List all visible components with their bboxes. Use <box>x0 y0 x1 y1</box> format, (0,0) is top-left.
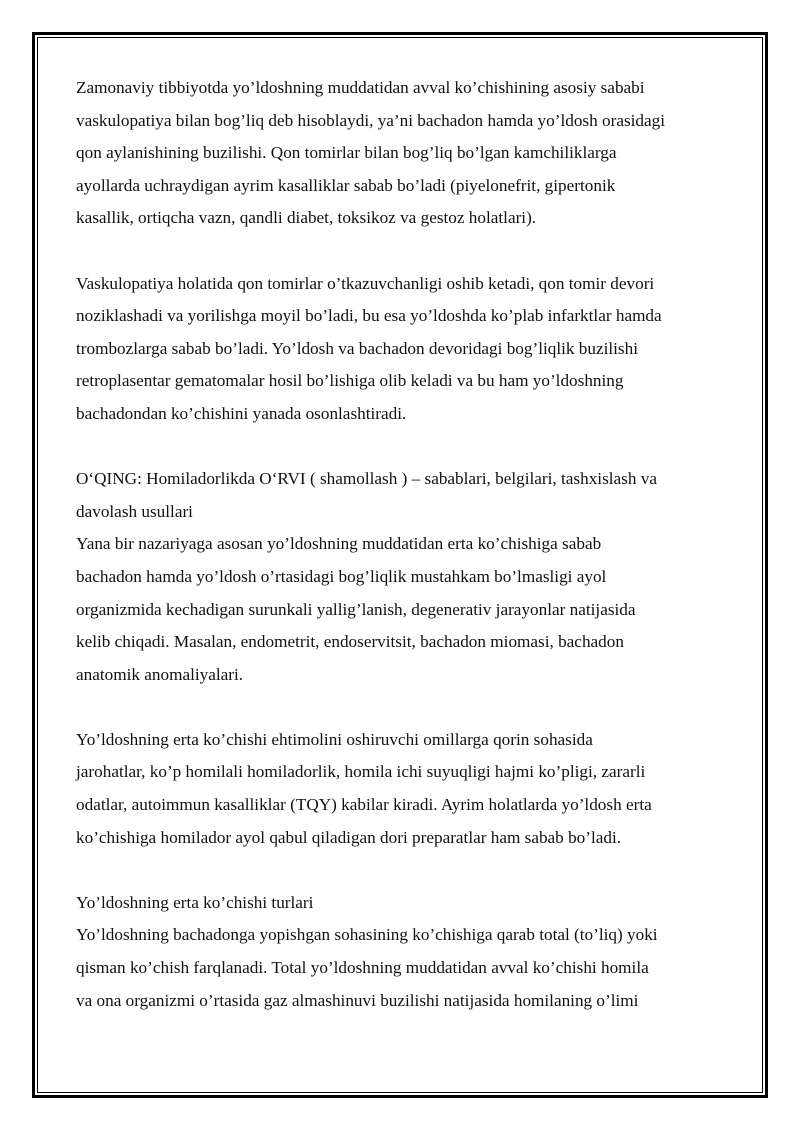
text-line: noziklashadi va yorilishga moyil bo’ladi, bu esa yo’ldoshda ko’plab infarktlar hamda <box>76 306 662 326</box>
paragraph-gap <box>76 854 732 887</box>
text-line: Zamonaviy tibbiyotda yo’ldoshning muddatidan avval ko’chishining asosiy sababi <box>76 78 645 97</box>
text-line: ayollarda uchraydigan ayrim kasalliklar sabab bo’ladi (piyelonefrit, gipertonik <box>76 175 616 195</box>
paragraph-types <box>76 919 732 1017</box>
text-line: bachadondan ko’chishini yanada osonlashtiradi. <box>76 403 407 423</box>
text-line: Vaskulopatiya holatida qon tomirlar o’tkazuvchanligi oshib ketadi, qon tomir devori <box>76 273 655 293</box>
paragraph-vasculopathy <box>76 268 732 431</box>
text-line[interactable]: O‘QING: Homiladorlikda O‘RVI ( shamollash ) – sabablari, belgilari, tashxislash va <box>76 469 657 489</box>
text-line: va ona organizmi o’rtasida gaz almashinuvi buzilishi natijasida homilaning o’limi <box>76 990 639 1010</box>
text-line: kasallik, ortiqcha vazn, qandli diabet, toksikoz va gestoz holatlari). <box>76 208 537 228</box>
text-line: anatomik anomaliyalari. <box>76 664 244 684</box>
text-line: vaskulopatiya bilan bog’liq deb hisoblaydi, ya’ni bachadon hamda yo’ldosh orasidagi <box>76 110 666 130</box>
text-line: Yana bir nazariyaga asosan yo’ldoshning muddatidan erta ko’chishiga sabab <box>76 534 602 554</box>
text-line: Yo’ldoshning bachadonga yopishgan sohasining ko’chishiga qarab total (to’liq) yoki <box>76 925 658 945</box>
text-line: Yo’ldoshning erta ko’chishi turlari <box>76 892 314 912</box>
section-heading <box>76 887 732 920</box>
text-line: qon aylanishining buzilishi. Qon tomirlar bilan bog’liq bo’lgan kamchiliklarga <box>76 143 617 163</box>
document-body <box>76 72 732 1017</box>
text-line: ko’chishiga homilador ayol qabul qiladigan dori preparatlar ham sabab bo’ladi. <box>76 827 622 847</box>
text-line: kelib chiqadi. Masalan, endometrit, endoservitsit, bachadon miomasi, bachadon <box>76 632 624 652</box>
paragraph-risk-factors <box>76 724 732 854</box>
text-line: organizmida kechadigan surunkali yallig’lanish, degenerativ jarayonlar natijasida <box>76 599 636 619</box>
paragraph-gap <box>76 431 732 464</box>
text-line: qisman ko’chish farqlanadi. Total yo’ldoshning muddatidan avval ko’chishi homila <box>76 958 649 978</box>
paragraph-placenta-causes <box>76 72 732 235</box>
text-line: odatlar, autoimmun kasalliklar (TQY) kabilar kiradi. Ayrim holatlarda yo’ldosh erta <box>76 795 652 815</box>
text-line: bachadon hamda yo’ldosh o’rtasidagi bog’liqlik mustahkam bo’lmasligi ayol <box>76 566 607 586</box>
text-line[interactable]: davolash usullari <box>76 501 193 521</box>
text-line: retroplasentar gematomalar hosil bo’lishiga olib keladi va bu ham yo’ldoshning <box>76 371 624 391</box>
paragraph-gap <box>76 691 732 724</box>
text-line: jarohatlar, ko’p homilali homiladorlik, homila ichi suyuqligi hajmi ko’pligi, zararli <box>76 762 646 782</box>
text-line: trombozlarga sabab bo’ladi. Yo’ldosh va bachadon devoridagi bog’liqlik buzilishi <box>76 338 638 358</box>
text-line: Yo’ldoshning erta ko’chishi ehtimolini oshiruvchi omillarga qorin sohasida <box>76 729 593 749</box>
paragraph-theory <box>76 528 732 691</box>
paragraph-gap <box>76 235 732 268</box>
read-also-link[interactable] <box>76 463 732 528</box>
